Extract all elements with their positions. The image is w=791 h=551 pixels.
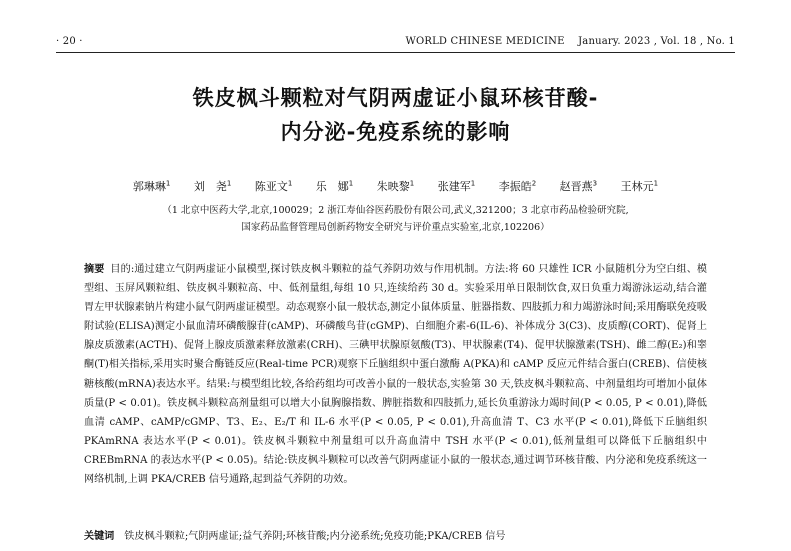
author-name: 郭琳琳 bbox=[132, 180, 166, 193]
affiliation-line-2: 国家药品监督管理局创新药物安全研究与评价重点实验室,北京,102206） bbox=[241, 222, 550, 233]
author bbox=[377, 180, 414, 193]
author-name: 赵晋燕 bbox=[559, 180, 593, 193]
keywords-text: 铁皮枫斗颗粒;气阴两虚证;益气养阴;环核苷酸;内分泌系统;免疫功能;PKA/CREB 信号 bbox=[124, 531, 506, 542]
author bbox=[560, 180, 597, 193]
author-name: 李振皓 bbox=[498, 180, 532, 193]
author-name: 朱映黎 bbox=[376, 180, 410, 193]
keywords-label: 关键词 bbox=[84, 531, 115, 542]
paper-title-line-1: 铁皮枫斗颗粒对气阴两虚证小鼠环核苷酸- bbox=[192, 86, 599, 110]
author bbox=[255, 180, 292, 193]
author bbox=[133, 180, 170, 193]
abstract-label: 摘要 bbox=[84, 264, 105, 275]
author-list bbox=[0, 178, 791, 194]
author-affiliation-mark: 1 bbox=[165, 179, 171, 188]
author-name: 张建军 bbox=[437, 180, 471, 193]
author-affiliation-mark: 2 bbox=[531, 179, 537, 188]
author-affiliation-mark: 1 bbox=[287, 179, 293, 188]
paper-title-line-2: 内分泌-免疫系统的影响 bbox=[280, 120, 511, 144]
author-name: 陈亚文 bbox=[254, 180, 288, 193]
author bbox=[438, 180, 475, 193]
author bbox=[499, 180, 536, 193]
affiliation-line-1: （1 北京中医药大学,北京,100029；2 浙江寿仙谷医药股份有限公司,武义,321200；3 北京市药品检验研究院, bbox=[162, 205, 629, 216]
abstract-section bbox=[84, 260, 707, 489]
author bbox=[316, 180, 353, 193]
page-number: · 20 · bbox=[56, 36, 83, 47]
abstract-paragraph bbox=[84, 260, 707, 489]
author-affiliation-mark: 1 bbox=[226, 179, 232, 188]
author-name: 刘 尧 bbox=[193, 180, 227, 193]
keywords-section bbox=[84, 527, 707, 542]
author-affiliation-mark: 1 bbox=[470, 179, 476, 188]
abstract-text: 目的:通过建立气阴两虚证小鼠模型,探讨铁皮枫斗颗粒的益气养阴功效与作用机制。方法:将 60 只雄性 ICR 小鼠随机分为空白组、模型组、玉屏风颗粒组、铁皮枫斗颗粒高、中、低剂量组,每组 10 只,连续给药 30 d。实验采用单日限制饮食,双日负重力竭游泳运动,结合灌胃左甲状腺素钠片构建小鼠气阴两虚证模型。动态观察小鼠一般状态,测定小鼠体质量、脏器指数、四肢抓力和力竭游泳时间;采用酶联免疫吸附试验(ELISA)测定小鼠血清环磷酸腺苷(cAMP)、环磷酸鸟苷(cGMP)、白细胞介素-6(IL-6)、补体成分 3(C3)、皮质醇(CORT)、促肾上腺皮质激素(ACTH)、促肾上腺皮质激素释放激素(CRH)、三碘甲状腺原氨酸(T3)、甲状腺素(T4)、促甲状腺激素(TSH)、雌二醇(E₂)和睾酮(T)相关指标,采用实时聚合酶链反应(Real-time PCR)观察下丘脑组织中蛋白激酶 A(PKA)和 cAMP 反应元件结合蛋白(CREB)、信使核糖核酸(mRNA)表达水平。结果:与模型组比较,各给药组均可改善小鼠的一般状态,实验第 30 天,铁皮枫斗颗粒高、中剂量组均可增加小鼠体质量(P < 0.01)。铁皮枫斗颗粒高剂量组可以增大小鼠胸腺指数、脾脏指数和四肢抓力,延长负重游泳力竭时间(P < 0.05, P < 0.01),降低血清 cAMP、cAMP/cGMP、T3、E₂、E₂/T 和 IL-6 水平(P < 0.05, P < 0.01),升高血清 T、C3 水平(P < 0.01),降低下丘脑组织 PKAmRNA 表达水平(P < 0.01)。铁皮枫斗颗粒中剂量组可以升高血清中 TSH 水平(P < 0.01),低剂量组可以降低下丘脑组织中 CREBmRNA 的表达水平(P < 0.05)。结论:铁皮枫斗颗粒可以改善气阴两虚证小鼠的一般状态,通过调节环核苷酸、内分泌和免疫系统这一网络机制,上调 PKA/CREB 信号通路,起到益气养阴的功效。 bbox=[84, 264, 708, 486]
header-rule bbox=[56, 52, 735, 53]
author-affiliation-mark: 1 bbox=[653, 179, 659, 188]
author-affiliation-mark: 1 bbox=[409, 179, 415, 188]
author-affiliation-mark: 3 bbox=[592, 179, 598, 188]
author bbox=[621, 180, 658, 193]
author bbox=[194, 180, 231, 193]
author-name: 王林元 bbox=[620, 180, 654, 193]
journal-info: WORLD CHINESE MEDICINE January. 2023 , Vol. 18 , No. 1 bbox=[405, 36, 735, 47]
author-name: 乐 娜 bbox=[315, 180, 349, 193]
author-affiliation-mark: 1 bbox=[348, 179, 354, 188]
